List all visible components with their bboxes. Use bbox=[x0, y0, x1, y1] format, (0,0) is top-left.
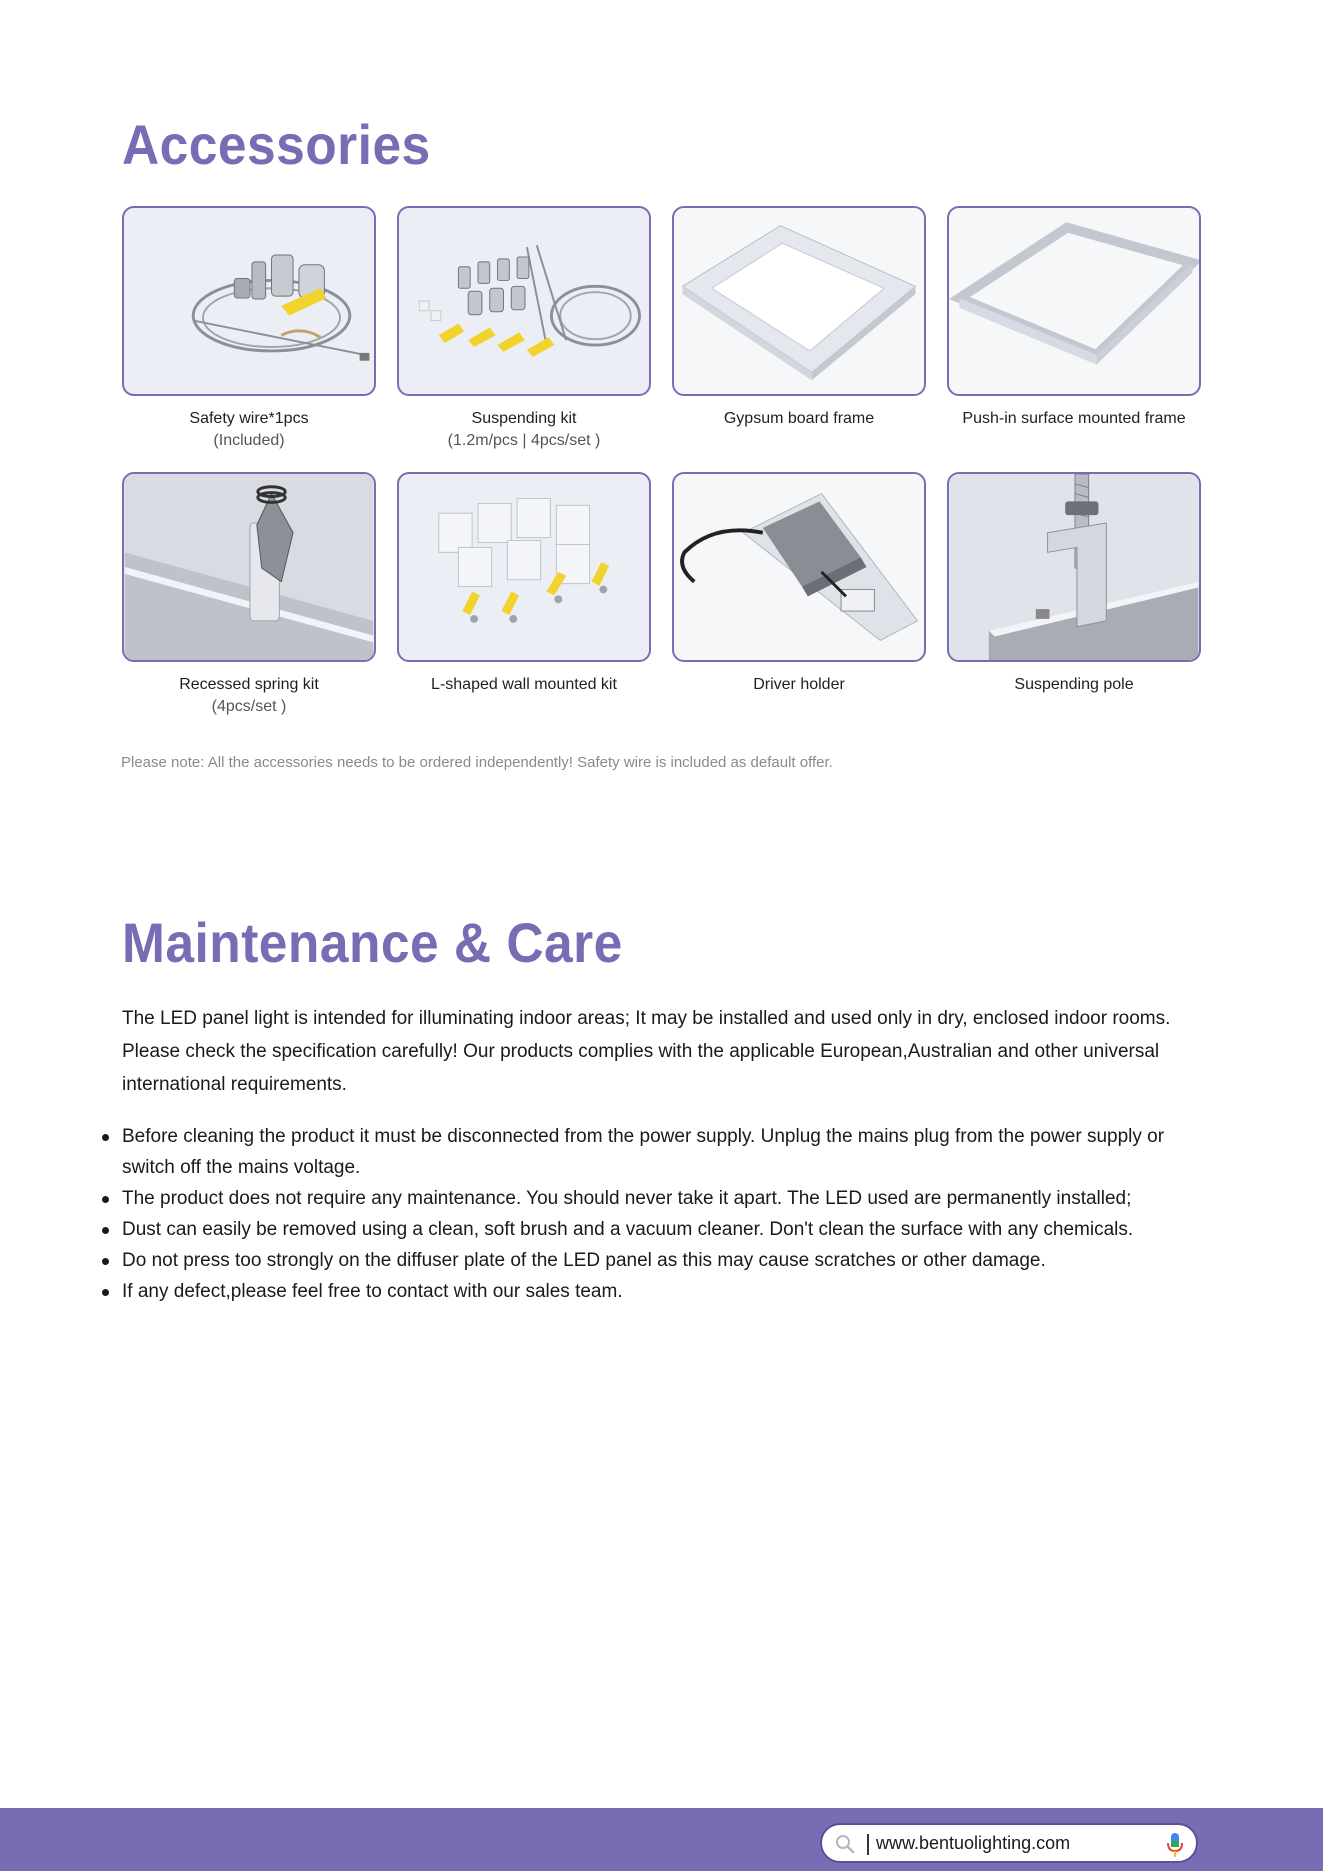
accessory-caption bbox=[122, 674, 376, 718]
l-shaped-kit-image bbox=[397, 472, 651, 662]
accessory-name: Recessed spring kit bbox=[179, 676, 319, 693]
search-bar[interactable] bbox=[820, 1823, 1198, 1863]
mic-icon[interactable] bbox=[1166, 1832, 1184, 1858]
accessory-sub: (4pcs/set ) bbox=[211, 698, 287, 715]
text-cursor bbox=[867, 1834, 869, 1855]
search-url-text[interactable]: www.bentuolighting.com bbox=[876, 1833, 1071, 1853]
accessory-caption bbox=[397, 408, 651, 452]
accessory-name: L-shaped wall mounted kit bbox=[431, 676, 617, 693]
maintenance-list bbox=[122, 1121, 1222, 1307]
accessory-caption bbox=[947, 408, 1201, 430]
search-icon bbox=[834, 1833, 856, 1855]
accessory-name: Push-in surface mounted frame bbox=[962, 410, 1186, 427]
accessory-card-recessed-spring bbox=[122, 472, 376, 718]
accessory-name: Suspending kit bbox=[471, 410, 577, 427]
push-in-frame-image bbox=[947, 206, 1201, 396]
list-item: If any defect,please feel free to contact with our sales team. bbox=[122, 1276, 1222, 1307]
accessory-caption bbox=[397, 674, 651, 696]
list-item: Before cleaning the product it must be disconnected from the power supply. Unplug the mains plug from the power supply or switch off the mains voltage. bbox=[122, 1121, 1222, 1183]
suspending-kit-image bbox=[397, 206, 651, 396]
list-item: The product does not require any maintenance. You should never take it apart. The LED used are permanently installed; bbox=[122, 1183, 1222, 1214]
accessory-card-l-shaped-kit bbox=[397, 472, 651, 696]
accessory-caption bbox=[672, 674, 926, 696]
safety-wire-image bbox=[122, 206, 376, 396]
maintenance-intro: The LED panel light is intended for illuminating indoor areas; It may be installed and used only in dry, enclosed indoor rooms. Please check the specification carefully! Our products complies with the applicable European,Australian and other universal international requirements. bbox=[122, 1008, 1171, 1095]
accessory-name: Suspending pole bbox=[1014, 676, 1134, 693]
accessory-card-suspending-kit bbox=[397, 206, 651, 452]
list-item: Do not press too strongly on the diffuser plate of the LED panel as this may cause scratches or other damage. bbox=[122, 1245, 1222, 1276]
accessory-sub: (Included) bbox=[213, 432, 285, 449]
accessory-caption bbox=[947, 674, 1201, 696]
suspending-pole-image bbox=[947, 472, 1201, 662]
driver-holder-image bbox=[672, 472, 926, 662]
maintenance-title: Maintenance & Care bbox=[122, 911, 623, 974]
accessory-name: Driver holder bbox=[753, 676, 845, 693]
accessory-card-driver-holder bbox=[672, 472, 926, 696]
accessory-card-safety-wire bbox=[122, 206, 376, 452]
gypsum-frame-image bbox=[672, 206, 926, 396]
accessory-card-gypsum-frame bbox=[672, 206, 926, 430]
accessories-note: Please note: All the accessories needs to be ordered independently! Safety wire is included as default offer. bbox=[121, 754, 833, 771]
accessory-caption bbox=[672, 408, 926, 430]
accessories-title: Accessories bbox=[122, 113, 431, 176]
accessory-card-push-in-frame bbox=[947, 206, 1201, 430]
recessed-spring-image bbox=[122, 472, 376, 662]
accessory-caption bbox=[122, 408, 376, 452]
accessory-name: Safety wire*1pcs bbox=[189, 410, 309, 427]
accessory-name: Gypsum board frame bbox=[723, 410, 875, 427]
accessory-sub: (1.2m/pcs | 4pcs/set ) bbox=[447, 432, 601, 449]
list-item: Dust can easily be removed using a clean, soft brush and a vacuum cleaner. Don't clean the surface with any chemicals. bbox=[122, 1214, 1222, 1245]
accessory-card-suspending-pole bbox=[947, 472, 1201, 696]
footer-bar bbox=[0, 1808, 1323, 1871]
